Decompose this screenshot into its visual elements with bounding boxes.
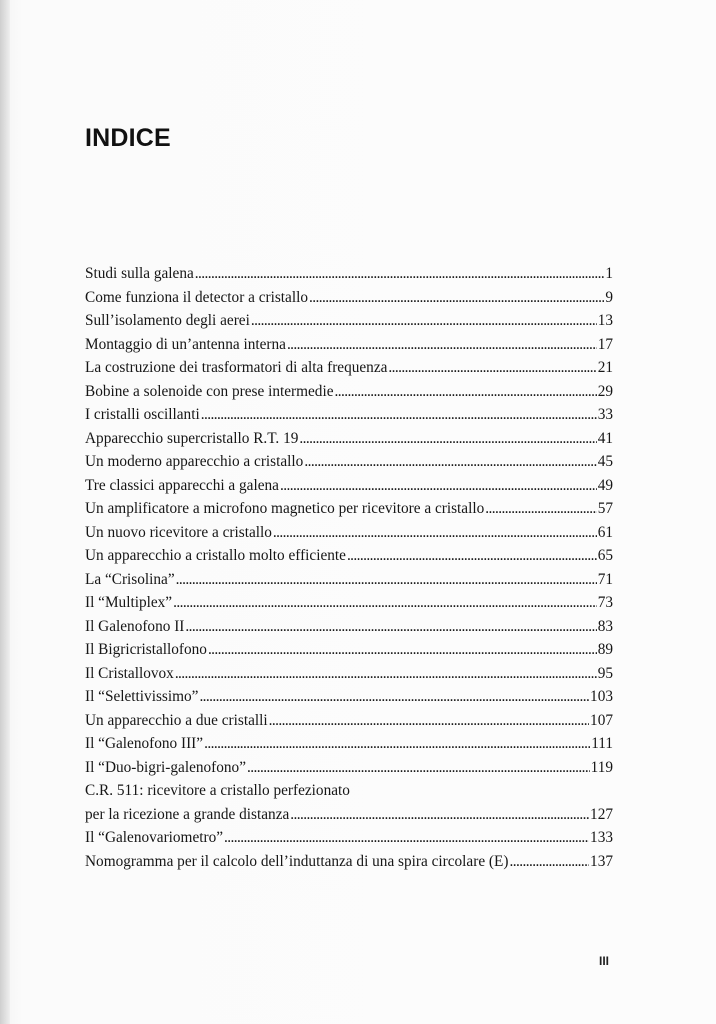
toc-entry [85,685,613,709]
toc-entry-page: 95 [597,664,613,682]
toc-entry-page: 61 [597,523,613,541]
page-title: INDICE [85,124,171,152]
toc-entry-page: 83 [597,617,613,635]
toc-entry-page: 21 [597,359,613,376]
toc-leader-dots [280,474,597,498]
toc-entry-page: 107 [590,711,613,729]
toc-entry-page: 1 [605,265,613,282]
toc-entry-title: Un amplificatore a microfono magnetico per ricevitore a cristallo [85,500,485,517]
table-of-contents [85,262,613,873]
toc-leader-dots [347,544,597,568]
toc-entry-title: C.R. 511: ricevitore a cristallo perfezionato [85,782,350,799]
toc-entry-title: Un nuovo ricevitore a cristallo [85,523,272,541]
page-spine-shadow [0,0,10,1024]
toc-entry [85,356,613,380]
toc-entry-title: Un moderno apparecchio a cristallo [85,453,304,470]
toc-entry-title: Un apparecchio a due cristalli [85,711,268,729]
toc-entry [85,662,613,686]
toc-entry-title: La costruzione dei trasformatori di alta frequenza [85,359,388,376]
toc-entry-page: 45 [597,453,613,470]
toc-leader-dots [199,685,589,709]
toc-entry [85,497,613,521]
toc-entry-page: 73 [597,594,613,611]
toc-entry-page: 103 [590,688,613,705]
toc-entry-page: 9 [605,288,613,306]
toc-entry-title: La “Crisolina” [85,570,175,588]
toc-entry [85,756,613,780]
toc-entry-title: Come funziona il detector a cristallo [85,288,308,306]
toc-entry [85,544,613,568]
toc-leader-dots [195,262,605,286]
toc-entry-title: Studi sulla galena [85,265,194,282]
toc-leader-dots [290,803,589,827]
toc-entry-title: Apparecchio supercristallo R.T. 19 [85,429,299,447]
toc-entry-title: Il “Galenovariometro” [85,829,224,846]
toc-entry [85,262,613,286]
toc-entry-title-continued: per la ricezione a grande distanza [85,805,290,823]
toc-leader-dots [247,756,590,780]
toc-entry-page: 41 [597,429,613,447]
toc-leader-dots [173,591,597,615]
toc-entry-title: Il Galenofono II [85,617,185,635]
toc-entry [85,474,613,498]
toc-entry-page: 65 [597,547,613,564]
toc-leader-dots [509,850,589,874]
toc-leader-dots [224,826,589,850]
toc-entry [85,591,613,615]
toc-leader-dots [208,638,597,662]
toc-leader-dots [304,450,596,474]
toc-entry [85,779,613,826]
toc-entry [85,521,613,545]
toc-leader-dots [204,732,590,756]
toc-leader-dots [309,286,604,310]
toc-leader-dots [201,403,597,427]
toc-entry-title: Montaggio di un’antenna interna [85,335,286,353]
toc-leader-dots [273,521,597,545]
toc-leader-dots [185,615,596,639]
toc-entry-page: 17 [597,335,613,353]
toc-entry [85,615,613,639]
toc-entry-page: 71 [597,570,613,588]
toc-leader-dots [176,568,597,592]
toc-entry [85,450,613,474]
toc-entry-title: Il “Selettivissimo” [85,688,199,705]
toc-entry-title: Un apparecchio a cristallo molto efficiente [85,547,346,564]
toc-entry-title: Tre classici apparecchi a galena [85,476,279,494]
toc-leader-dots [269,709,589,733]
toc-leader-dots [388,356,596,380]
toc-entry-title: Nomogramma per il calcolo dell’induttanza di una spira circolare (E) [85,852,509,870]
toc-entry-title: I cristalli oscillanti [85,406,200,423]
toc-entry [85,333,613,357]
toc-entry [85,309,613,333]
toc-entry-page: 133 [590,829,613,846]
toc-entry-title: Il Cristallovox [85,664,174,682]
toc-entry-page: 137 [590,852,613,870]
toc-entry-title: Bobine a solenoide con prese intermedie [85,382,334,400]
toc-entry-title: Il Bigricristallofono [85,641,207,658]
toc-entry-page: 89 [597,641,613,658]
toc-entry [85,568,613,592]
toc-entry [85,380,613,404]
toc-entry-title: Il “Galenofono III” [85,735,204,752]
toc-entry [85,638,613,662]
toc-entry-page: 127 [590,805,613,823]
toc-leader-dots [299,427,596,451]
toc-entry [85,732,613,756]
toc-leader-dots [335,380,597,404]
toc-entry [85,286,613,310]
page-number: III [599,954,610,968]
toc-entry [85,403,613,427]
toc-leader-dots [485,497,596,521]
toc-entry-page: 57 [597,500,613,517]
toc-leader-dots [287,333,597,357]
toc-entry-page: 119 [590,758,613,776]
toc-entry [85,709,613,733]
toc-entry-title: Il “Multiplex” [85,594,173,611]
toc-entry [85,850,613,874]
toc-leader-dots [251,309,597,333]
toc-leader-dots [175,662,597,686]
toc-entry-page: 33 [597,406,613,423]
toc-entry-title: Il “Duo-bigri-galenofono” [85,758,246,776]
toc-entry-page: 111 [591,735,613,752]
toc-entry [85,826,613,850]
toc-entry-page: 29 [597,382,613,400]
toc-entry-page: 13 [597,312,613,329]
toc-entry-title: Sull’isolamento degli aerei [85,312,250,329]
toc-entry [85,427,613,451]
toc-entry-page: 49 [597,476,613,494]
